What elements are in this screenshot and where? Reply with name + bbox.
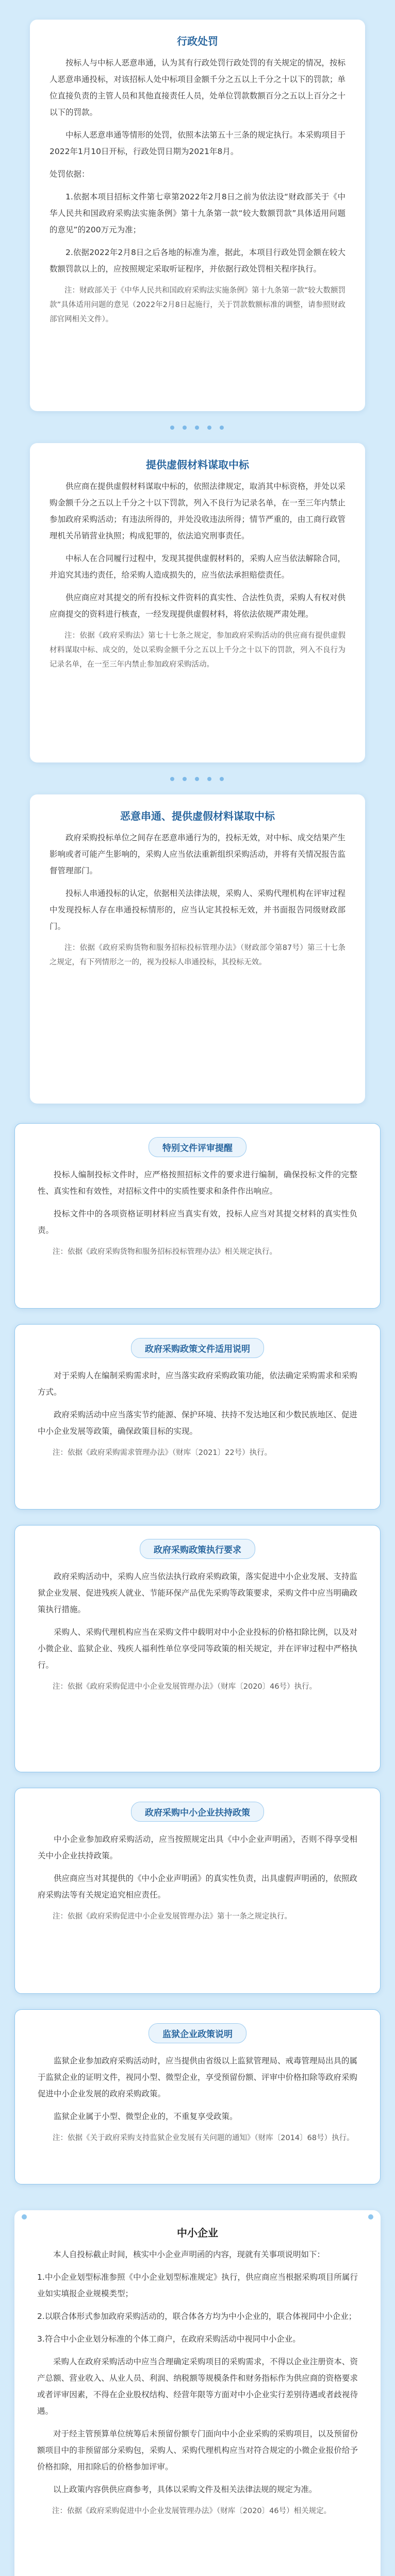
section-title-pill: 政府采购中小企业扶持政策 bbox=[131, 1802, 264, 1822]
section-title-pill: 监狱企业政策说明 bbox=[149, 2023, 246, 2043]
paragraph: 投标人编制投标文件时，应严格按照招标文件的要求进行编制，确保投标文件的完整性、真实性和有效性，对招标文件中的实质性要求和条件作出响应。 bbox=[38, 1170, 357, 1196]
paragraph: 采购人在政府采购活动中应当合理确定采购项目的采购需求，不得以企业注册资本、资产总额、营业收入、从业人员、利润、纳税额等规模条件和财务指标作为供应商的资格要求或者评审因素，不得在企业股权结构、经营年限等方面对中小企业实行差别待遇或者歧视待遇。 bbox=[37, 2357, 358, 2416]
paragraph: 供应商应当对其提供的《中小企业声明函》的真实性负责，出具虚假声明函的，依照政府采购法等有关规定追究相应责任。 bbox=[38, 1874, 358, 1900]
paragraph: 监狱企业属于小型、微型企业的，不重复享受政策。 bbox=[54, 2112, 238, 2121]
section-title: 行政处罚 bbox=[177, 35, 218, 47]
paragraph: 3.符合中小企业划分标准的个体工商户，在政府采购活动中视同中小企业。 bbox=[37, 2334, 301, 2344]
paragraph: 供应商应对其提交的所有投标文件资料的真实性、合法性负责，采购人有权对供应商提交的资料进行核查，一经发现提供虚假材料，将依法依规严肃处理。 bbox=[50, 593, 345, 619]
section-special-review bbox=[14, 1123, 381, 1309]
note: 注：依据《政府采购法》第七十七条之规定，参加政府采购活动的供应商有提供虚假材料谋取中标、成交的，处以采购金额千分之五以上千分之十以下的罚款，列入不良行为记录名单，在一至三年内禁止参加政府采购活动。 bbox=[50, 632, 345, 669]
paragraph: 中标人恶意串通等情形的处罚，依照本法第五十三条的规定执行。本采购项目于2022年1月10日开标，行政处罚日期为2021年8月。 bbox=[50, 130, 345, 156]
paragraph: 2.依据2022年2月8日之后各地的标准为准，据此，本项目行政处罚金额在较大数额罚款以上的，应按照规定采取听证程序，并依据行政处罚相关程序执行。 bbox=[50, 248, 345, 274]
note: 注：财政部关于《中华人民共和国政府采购法实施条例》第十九条第一款“较大数额罚款”具体适用问题的意见（2022年2月8日起施行，关于罚款数额标准的调整，请参照财政部官网相关文件）。 bbox=[50, 286, 345, 324]
section-sme-1 bbox=[14, 2210, 381, 2576]
note: 注：依据《政府采购促进中小企业发展管理办法》第十一条之规定执行。 bbox=[53, 1912, 292, 1921]
section-collusion bbox=[30, 794, 365, 1104]
paragraph: 政府采购活动中应当落实节约能源、保护环境、扶持不发达地区和少数民族地区、促进中小企业发展等政策，确保政策目标的实现。 bbox=[38, 1410, 358, 1436]
note: 注：依据《政府采购需求管理办法》（财库〔2021〕22号）执行。 bbox=[53, 1449, 272, 1457]
section-policy-applicability bbox=[14, 1324, 381, 1510]
divider-dots bbox=[170, 418, 225, 436]
decor-dot bbox=[22, 2214, 27, 2219]
paragraph: 本人自投标截止时间，核实中小企业声明函的内容，现就有关事项说明如下： bbox=[53, 2250, 325, 2259]
note: 注：依据《政府采购促进中小企业发展管理办法》（财库〔2020〕46号）相关规定。 bbox=[52, 2507, 332, 2515]
paragraph: 供应商在提供虚假材料谋取中标的，依照法律规定，取消其中标资格，并处以采购金额千分之五以上千分之十以下罚款，列入不良行为记录名单，在一至三年内禁止参加政府采购活动；有违法所得的，并处没收违法所得；情节严重的，由工商行政管理机关吊销营业执照；构成犯罪的，依法追究刑事责任。 bbox=[50, 482, 345, 540]
paragraph: 2.以联合体形式参加政府采购活动的，联合体各方均为中小企业的，联合体视同中小企业； bbox=[37, 2312, 357, 2321]
paragraph: 政府采购活动中，采购人应当依法执行政府采购政策，落实促进中小企业发展、支持监狱企业发展、促进残疾人就业、节能环保产品优先采购等政策要求，采购文件中应当明确政策执行措施。 bbox=[38, 1572, 358, 1614]
section-title-pill: 政府采购政策执行要求 bbox=[140, 1539, 255, 1559]
section-title-pill: 政府采购政策文件适用说明 bbox=[131, 1338, 264, 1358]
note: 注：依据《关于政府采购支持监狱企业发展有关问题的通知》（财库〔2014〕68号）执行。 bbox=[53, 2134, 354, 2142]
decor-dot bbox=[368, 2214, 373, 2219]
section-title-pill: 特别文件评审提醒 bbox=[149, 1137, 246, 1157]
paragraph: 对于经主管预算单位统筹后未预留份额专门面向中小企业采购的采购项目，以及预留份额项目中的非预留部分采购包，采购人、采购代理机构应当对符合规定的小微企业报价给予价格扣除，用扣除后的价格参加评审。 bbox=[37, 2429, 358, 2471]
paragraph: 监狱企业参加政府采购活动时，应当提供由省级以上监狱管理局、戒毒管理局出具的属于监狱企业的证明文件，视同小型、微型企业，享受预留份额、评审中价格扣除等政府采购促进中小企业发展的政府采购政策。 bbox=[38, 2056, 358, 2098]
paragraph: 处罚依据： bbox=[50, 170, 90, 179]
paragraph: 中标人在合同履行过程中，发现其提供虚假材料的，采购人应当依法解除合同，并追究其违约责任，给采购人造成损失的，应当依法承担赔偿责任。 bbox=[50, 554, 345, 580]
paragraph: 投标人串通投标的认定，依据相关法律法规，采购人、采购代理机构在评审过程中发现投标人存在串通投标情形的，应当认定其投标无效，并书面报告同级财政部门。 bbox=[50, 889, 345, 931]
section-title: 中小企业 bbox=[177, 2227, 218, 2239]
paragraph: 对于采购人在编制采购需求时，应当落实政府采购政策功能，依法确定采购需求和采购方式。 bbox=[38, 1371, 358, 1397]
section-administrative-penalty bbox=[30, 20, 365, 411]
section-sme-support bbox=[14, 1788, 381, 1994]
paragraph: 中小企业参加政府采购活动，应当按照规定出具《中小企业声明函》，否则不得享受相关中小企业扶持政策。 bbox=[38, 1835, 357, 1860]
paragraph: 采购人、采购代理机构应当在采购文件中载明对中小企业投标的价格扣除比例，以及对小微企业、监狱企业、残疾人福利性单位享受同等政策的相关规定，并在评审过程中严格执行。 bbox=[38, 1628, 358, 1670]
note: 注：依据《政府采购货物和服务招标投标管理办法》（财政部令第87号）第三十七条之规定，有下列情形之一的，视为投标人串通投标，其投标无效。 bbox=[50, 944, 345, 967]
paragraph: 政府采购投标单位之间存在恶意串通行为的，投标无效，对中标、成交结果产生影响或者可能产生影响的，采购人应当依法重新组织采购活动，并将有关情况报告监督管理部门。 bbox=[50, 833, 345, 875]
section-policy-execution bbox=[14, 1525, 381, 1772]
section-title: 恶意串通、提供虚假材料谋取中标 bbox=[120, 810, 275, 822]
divider-dots bbox=[170, 770, 225, 787]
section-false-materials bbox=[30, 443, 365, 762]
paragraph: 1.依据本项目招标文件第七章第2022年2月8日之前为依法设“财政部关于《中华人民共和国政府采购法实施条例》第十九条第一款“较大数额罚款”具体适用问题的意见”的200万元为准； bbox=[50, 192, 345, 234]
paragraph: 1.中小企业划型标准参照《中小企业划型标准规定》执行，供应商应当根据采购项目所属行业如实填报企业规模类型； bbox=[37, 2273, 358, 2298]
section-title: 提供虚假材料谋取中标 bbox=[146, 459, 249, 471]
paragraph: 以上政策内容供供应商参考，具体以采购文件及相关法律法规的规定为准。 bbox=[53, 2485, 317, 2494]
paragraph: 按标人与中标人恶意串通，认为其有行政处罚行政处罚的有关规定的情况，按标人恶意串通投标，对该招标人处中标项目金额千分之五以上千分之十以下的罚款；单位直接负责的主管人员和其他直接责任人员，处单位罚款数额百分之五以上百分之十以下的罚款。 bbox=[50, 58, 345, 117]
note: 注：依据《政府采购促进中小企业发展管理办法》（财库〔2020〕46号）执行。 bbox=[53, 1683, 317, 1691]
section-prison-enterprise bbox=[14, 2009, 381, 2184]
note: 注：依据《政府采购货物和服务招标投标管理办法》相关规定执行。 bbox=[53, 1248, 277, 1256]
paragraph: 投标文件中的各项资格证明材料应当真实有效，投标人应当对其提交材料的真实性负责。 bbox=[38, 1209, 357, 1235]
